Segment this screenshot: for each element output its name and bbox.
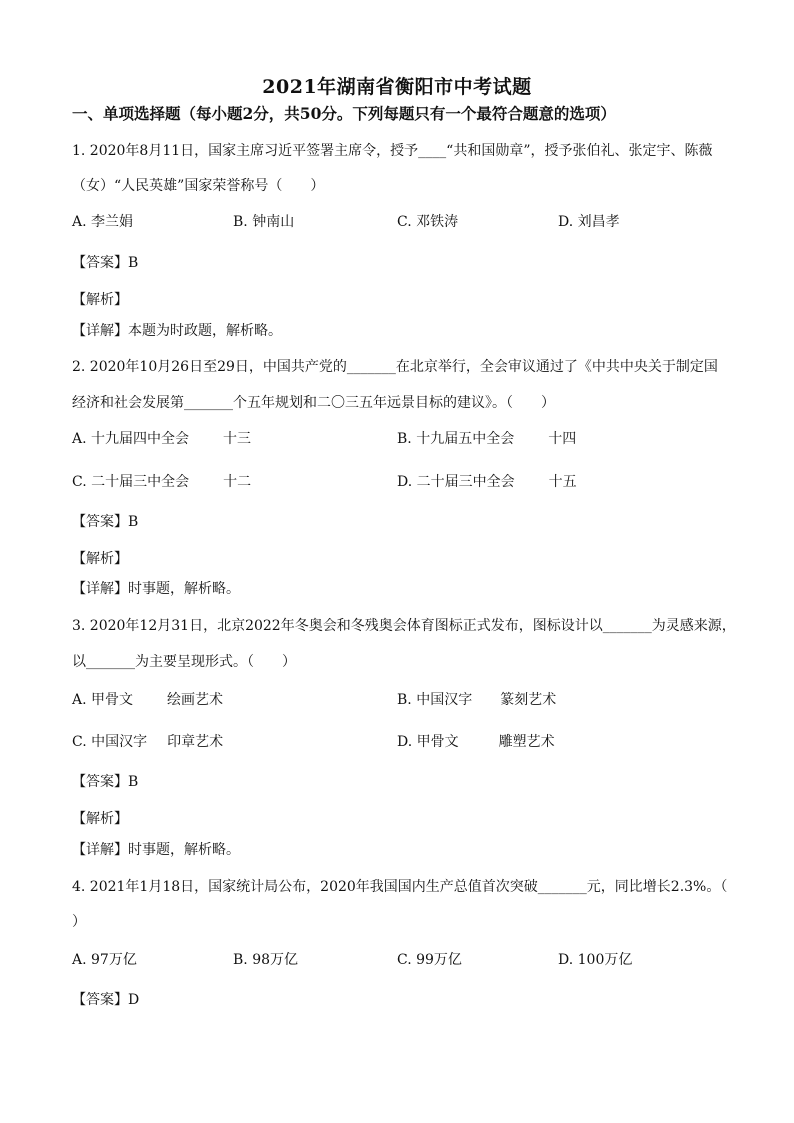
question-1-line-1: 1. 2020年8月11日，国家主席习近平签署主席令，授予____“共和国勋章”，授予张伯礼、张定宇、陈薇	[72, 143, 713, 159]
question-2-option-a-label: A. 十九届四中全会	[72, 431, 190, 447]
question-4-option-b: B. 98万亿	[233, 952, 299, 968]
question-2-option-a-label-2: 十三	[223, 431, 252, 447]
question-3-option-d-label: D. 甲骨文	[397, 734, 459, 750]
question-3-option-a	[72, 690, 223, 710]
question-3-line-1: 3. 2020年12月31日，北京2022年冬奥会和冬残奥会体育图标正式发布，图标设计以_______为灵感来源，	[72, 618, 736, 634]
question-3-option-b	[397, 690, 556, 710]
question-3-option-c-label: C. 中国汉字	[72, 734, 148, 750]
question-3-option-b-label-2: 篆刻艺术	[500, 692, 557, 708]
question-2-option-d	[397, 472, 577, 492]
question-2-line-1: 2. 2020年10月26日至29日，中国共产党的_______在北京举行，全会审议通过了《中共中央关于制定国	[72, 359, 718, 375]
question-2-option-b-label: B. 十九届五中全会	[397, 431, 515, 447]
question-4-option-c: C. 99万亿	[397, 952, 462, 968]
question-1-option-b: B. 钟南山	[233, 214, 295, 230]
question-3-option-c	[72, 732, 223, 752]
question-2-answer: 【答案】B	[72, 514, 139, 530]
question-3-line-2: 以_______为主要呈现形式。（ ）	[72, 654, 296, 670]
question-2-option-c-label-2: 十二	[223, 474, 252, 490]
question-4-option-d: D. 100万亿	[558, 952, 633, 968]
question-1-answer: 【答案】B	[72, 255, 139, 271]
question-3-analysis: 【解析】	[72, 811, 128, 827]
question-2-detail: 【详解】时事题，解析略。	[72, 581, 240, 597]
question-2-option-c-label: C. 二十届三中全会	[72, 474, 190, 490]
question-1-option-d: D. 刘昌孝	[558, 214, 620, 230]
question-1-detail: 【详解】本题为时政题，解析略。	[72, 323, 282, 339]
question-4-line-2: ）	[72, 914, 86, 930]
question-3-answer: 【答案】B	[72, 774, 139, 790]
question-4-line-1: 4. 2021年1月18日，国家统计局公布，2020年我国国内生产总值首次突破_______元，同比增长2.3%。（	[72, 879, 728, 895]
question-2-option-d-label: D. 二十届三中全会	[397, 474, 515, 490]
question-3-detail: 【详解】时事题，解析略。	[72, 842, 240, 858]
question-3-option-c-label-2: 印章艺术	[167, 734, 224, 750]
question-2-analysis: 【解析】	[72, 551, 128, 567]
question-3-option-a-label: A. 甲骨文	[72, 692, 134, 708]
question-3-option-a-label-2: 绘画艺术	[167, 692, 224, 708]
question-3-option-b-label: B. 中国汉字	[397, 692, 473, 708]
question-1-analysis: 【解析】	[72, 292, 128, 308]
question-2-option-a	[72, 429, 251, 449]
question-3-option-d-label-2: 雕塑艺术	[498, 734, 555, 750]
question-2-option-c	[72, 472, 251, 492]
question-2-option-d-label-2: 十五	[548, 474, 577, 490]
question-1-option-a: A. 李兰娟	[72, 214, 134, 230]
page-title: 2021年湖南省衡阳市中考试题	[262, 76, 532, 98]
question-4-option-a: A. 97万亿	[72, 952, 137, 968]
question-2-option-b	[397, 429, 576, 449]
question-1-line-2: （女）“人民英雄”国家荣誉称号（ ）	[72, 178, 325, 194]
question-3-option-d	[397, 732, 555, 752]
question-4-answer: 【答案】D	[72, 992, 140, 1008]
question-2-line-2: 经济和社会发展第_______个五年规划和二〇三五年远景目标的建议》。（ ）	[72, 395, 555, 411]
question-1-option-c: C. 邓铁涛	[397, 214, 459, 230]
question-2-option-b-label-2: 十四	[548, 431, 577, 447]
section-heading: 一、单项选择题（每小题2分，共50分。下列每题只有一个最符合题意的选项）	[72, 104, 616, 123]
